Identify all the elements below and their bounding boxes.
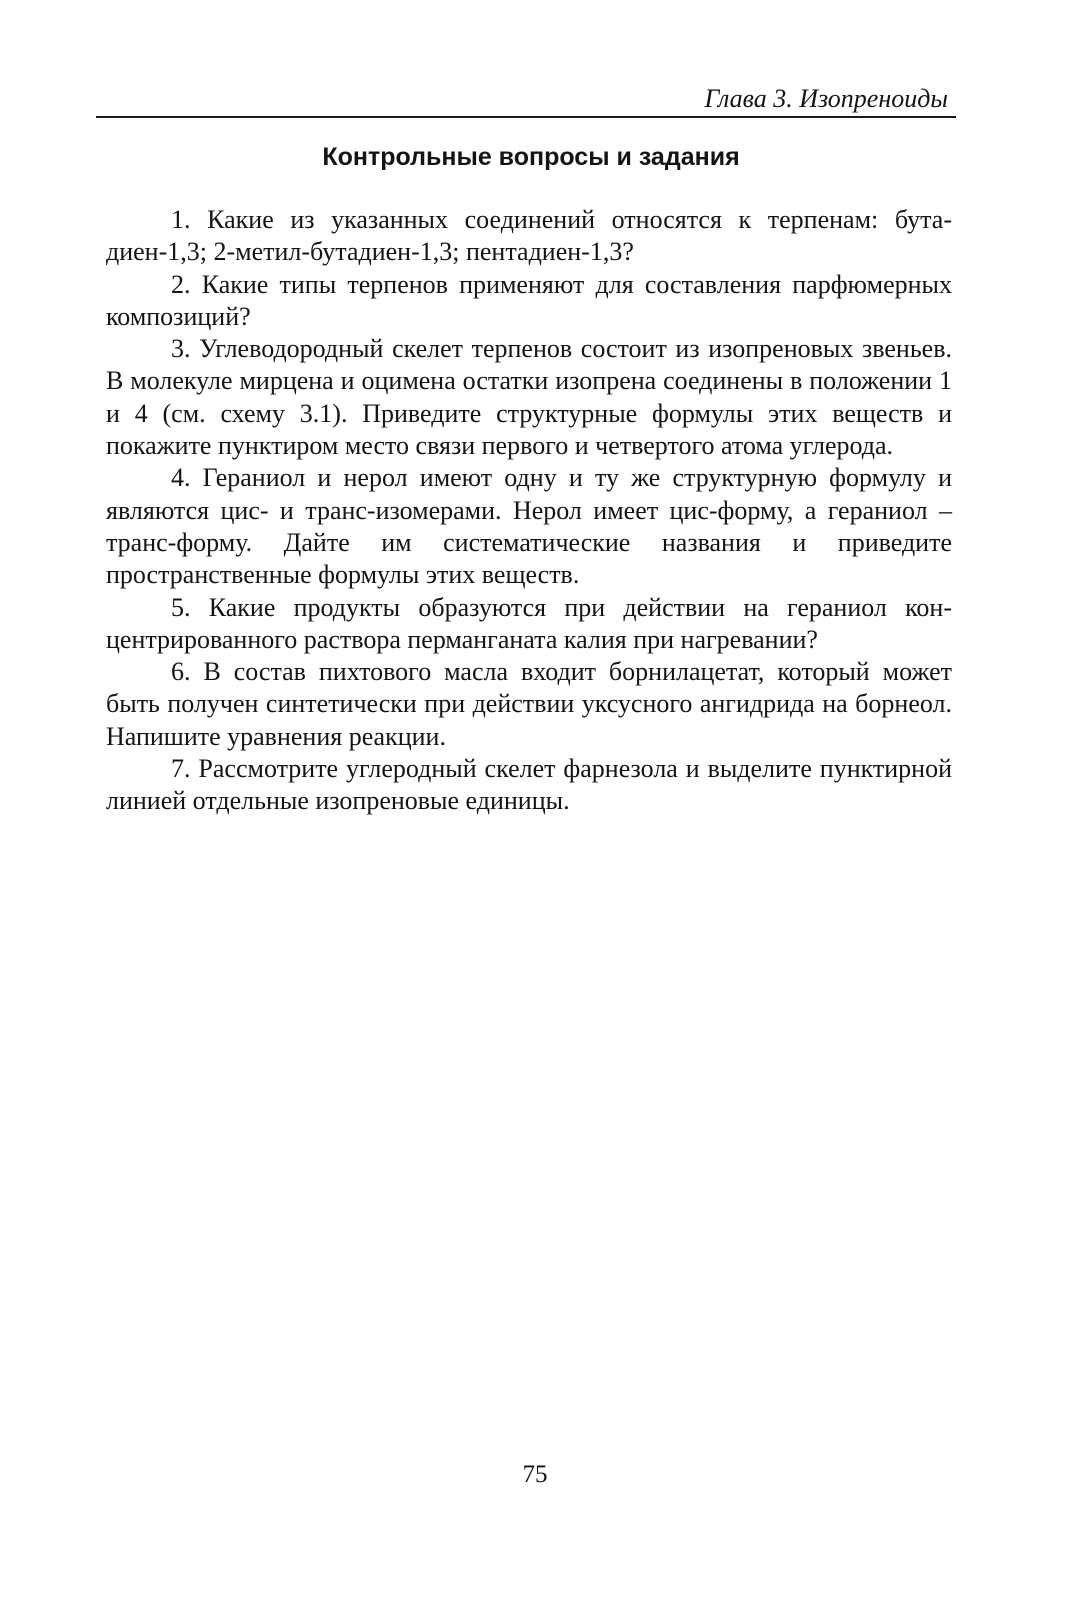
question-item: 4. Гераниол и нерол имеют одну и ту же структурную формулу и являются цис- и транс-изомерами. Нерол имеет цис-форму, а гераниол – транс-форму. Дайте им систематические названия и приведите пространственные формулы этих веществ.: [106, 463, 952, 590]
question-item: 5. Какие продукты образуются при действии на гераниол концентрированного раствора перманганата калия при нагревании?: [106, 592, 952, 654]
section-title: Контрольные вопросы и задания: [322, 143, 740, 171]
question-item: 3. Углеводородный скелет терпенов состоит из изопреновых звеньев. В молекуле мирцена и оцимена остатки изопрена соединены в положении 1 и 4 (см. схему 3.1). Приведите структурные формулы этих веществ и покажите пунктиром место связи первого и четвертого атома углерода.: [106, 334, 952, 461]
question-item: 1. Какие из указанных соединений относятся к терпенам: бутадиен-1,3; 2-метил-бутадиен-1,3; пентадиен-1,3?: [106, 205, 952, 267]
running-header: [96, 84, 956, 118]
question-item: 7. Рассмотрите углеродный скелет фарнезола и выделите пунктирной линией отдельные изопреновые единицы.: [106, 754, 952, 816]
page-number: 75: [522, 1461, 548, 1488]
chapter-title: Глава 3. Изопреноиды: [704, 84, 948, 113]
questions-list: [106, 204, 952, 818]
question-item: 2. Какие типы терпенов применяют для составления парфюмерных композиций?: [106, 269, 952, 331]
question-item: 6. В состав пихтового масла входит борнилацетат, который может быть получен синтетически при действии уксусного ангидрида на борнеол. Напишите уравнения реакции.: [106, 657, 952, 751]
